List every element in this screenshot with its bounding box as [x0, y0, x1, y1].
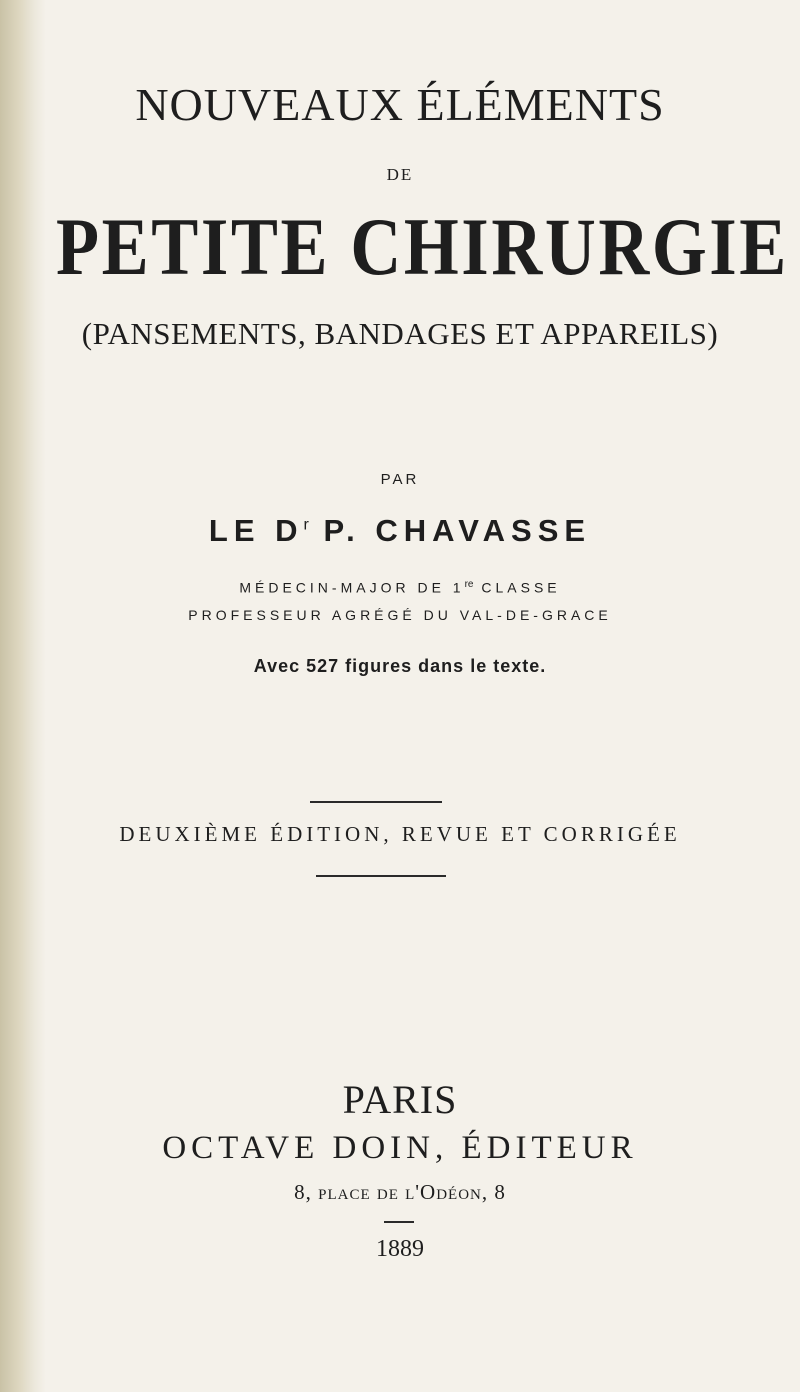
edition-statement: DEUXIÈME ÉDITION, REVUE ET CORRIGÉE: [119, 822, 681, 846]
divider-bottom: [316, 875, 446, 877]
publication-city: PARIS: [342, 1077, 458, 1122]
main-title: PETITE CHIRURGIE: [56, 201, 789, 292]
author-role-1: [0, 579, 800, 596]
figures-note: Avec 527 figures dans le texte.: [253, 656, 547, 676]
role1-sup: re: [464, 579, 474, 590]
author-role-2: PROFESSEUR AGRÉGÉ DU VAL-DE-GRACE: [188, 607, 612, 623]
publisher-address: 8, place de l'Odéon, 8: [294, 1180, 506, 1204]
role1-before: MÉDECIN-MAJOR DE 1: [239, 579, 465, 596]
role1-after: CLASSE: [473, 579, 561, 596]
divider-year: [384, 1221, 414, 1223]
author-sup: r: [303, 516, 309, 534]
title-top: NOUVEAUX ÉLÉMENTS: [135, 79, 665, 130]
title-connector: DE: [386, 165, 414, 184]
publication-year: 1889: [376, 1236, 424, 1262]
author-prefix: LE D: [208, 513, 304, 548]
publisher-name: OCTAVE DOIN, ÉDITEUR: [162, 1130, 638, 1166]
subtitle: (PANSEMENTS, BANDAGES ET APPAREILS): [81, 316, 719, 351]
divider-top: [310, 801, 442, 803]
author-surname: P. CHAVASSE: [308, 513, 592, 548]
author-name: [0, 513, 800, 549]
by-label: PAR: [380, 471, 420, 488]
